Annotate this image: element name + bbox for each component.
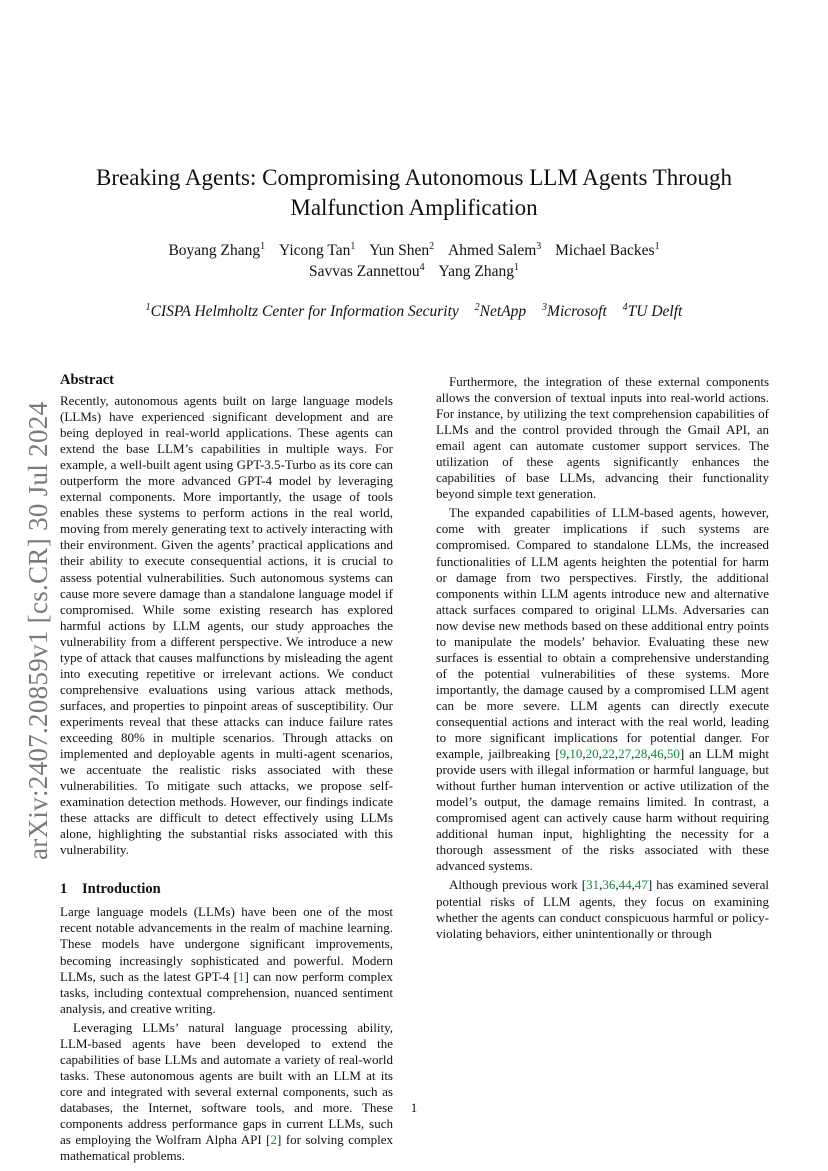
citation-link[interactable]: 2 bbox=[270, 1132, 277, 1148]
author-list bbox=[60, 240, 768, 282]
author: Ahmed Salem$^3$ bbox=[448, 241, 542, 259]
citation-link[interactable]: 28 bbox=[634, 746, 648, 762]
intro-paragraph-3: Furthermore, the integration of these external components allows the conversion of textual inputs into real-world actions. For instance, by utilizing the text comprehension capabilities of LLMs and the control provided through the Gmail API, an email agent can automate customer support services. The utilization of these agents significantly enhances the capabilities of base LLMs, advancing their functionality beyond simple text generation. bbox=[436, 374, 769, 502]
citation-link[interactable]: 27 bbox=[618, 746, 632, 762]
section-heading-introduction: 1 Introduction bbox=[60, 881, 161, 898]
affiliation-list bbox=[60, 301, 768, 322]
author: Yicong Tan$^1$ bbox=[279, 241, 356, 259]
citation-link[interactable]: 31 bbox=[586, 877, 600, 893]
citation-link[interactable]: 47 bbox=[634, 877, 648, 893]
intro-paragraph-2: Leveraging LLMs’ natural language processing ability, LLM-based agents have been developed to extend the capabilities of base LLMs and automate a variety of real-world tasks. These autonomous agents are built with an LLM at its core and integrated with several external components, such as databases, the Internet, software tools, and more. These components address performance gaps in current LLMs, such as employing the Wolfram Alpha API [2] for solving complex mathematical problems. bbox=[60, 1019, 393, 1164]
abstract-heading: Abstract bbox=[60, 372, 114, 388]
intro-paragraph-4: The expanded capabilities of LLM-based agents, however, come with greater implications if such systems are compromised. Compared to standalone LLMs, the increased functionalities of LLM agents heighten the potential for harm or damage from two perspectives. Firstly, the additional components within LLM agents introduce new and alternative attack surfaces compared to original LLMs. Adversaries can now devise new methods based on these additional entry points to manipulate the models’ behavior. Evaluating these new surfaces is essential to obtain a comprehensive understanding of the potential vulnerabilities of these systems. More importantly, the damage caused by a compromised LLM agent can be more severe. LLM agents can directly execute consequential actions and interact with the real world, leading to more significant implications for potential danger. For example, jailbreaking [9,10,20,22,27,28,46,50] an LLM might provide users with illegal information or harmful language, but without further human intervention or active utilization of the model’s output, the damage remains limited. In contrast, a compromised agent can actively cause harm without requiring additional human input, highlighting the necessity for a thorough assessment of the risks associated with these advanced systems. bbox=[436, 505, 769, 874]
intro-paragraph-5: Although previous work [31,36,44,47] has examined several potential risks of LLM agents, they focus on examining whether the agents can conduct conspicuous harmful or policy-violating behaviors, either unintentionally or through bbox=[436, 877, 769, 941]
author: Savvas Zannettou$^4$ bbox=[308, 262, 425, 280]
arxiv-identifier: arXiv:2407.20859v1 [cs.CR] 30 Jul 2024 bbox=[23, 401, 53, 860]
paper-title: Breaking Agents: Compromising Autonomous LLM Agents Through Malfunction Amplification bbox=[96, 165, 732, 221]
citation-link[interactable]: 1 bbox=[237, 968, 245, 984]
author: Boyang Zhang$^1$ bbox=[168, 241, 266, 259]
intro-paragraph-1: Large language models (LLMs) have been one of the most recent notable advancements in the realm of machine learning. These models have undergone significant improvements, becoming increasingly sophisticated and powerful. Modern LLMs, such as the latest GPT-4 [1] can now perform complex tasks, including contextual comprehension, nuanced sentiment analysis, and creative writing. bbox=[60, 904, 394, 1016]
affiliation: $^3$Microsoft bbox=[542, 302, 607, 320]
citation-link[interactable]: 9 bbox=[559, 746, 567, 762]
citation-link[interactable]: 22 bbox=[601, 746, 615, 762]
author: Michael Backes$^1$ bbox=[555, 241, 660, 259]
left-column bbox=[60, 371, 393, 1164]
page-number: 1 bbox=[410, 1100, 418, 1115]
citation-link[interactable]: 50 bbox=[666, 746, 680, 762]
author: Yun Shen$^2$ bbox=[369, 241, 435, 259]
citation-link[interactable]: 36 bbox=[602, 877, 616, 893]
citation-link[interactable]: 20 bbox=[585, 746, 599, 762]
citation-link[interactable]: 44 bbox=[618, 877, 632, 893]
citation-link[interactable]: 46 bbox=[650, 746, 664, 762]
citation-link[interactable]: 10 bbox=[569, 746, 583, 762]
affiliation: $^4$TU Delft bbox=[622, 302, 683, 320]
affiliation: $^1$CISPA Helmholtz Center for Information Security bbox=[145, 302, 459, 320]
affiliation: $^2$NetApp bbox=[474, 302, 527, 320]
abstract-text: Recently, autonomous agents built on large language models (LLMs) have experienced significant development and are being deployed in real-world applications. These agents can extend the base LLM’s capabilities in multiple ways. For example, a well-built agent using GPT-3.5-Turbo as its core can outperform the more advanced GPT-4 model by leveraging external components. More importantly, the usage of tools enables these systems to perform actions in the real world, moving from merely generating text to actively interacting with their environment. Given the agents’ practical applications and their ability to execute consequential actions, it is crucial to assess potential vulnerabilities. Such autonomous systems can cause more severe damage than a standalone language model if compromised. While some existing research has explored harmful actions by LLM agents, our study approaches the vulnerability from a different perspective. We introduce a new type of attack that causes malfunctions by misleading the agent into executing repetitive or irrelevant actions. We conduct comprehensive evaluations using various attack methods, surfaces, and properties to pinpoint areas of susceptibility. Our experiments reveal that these attacks can induce failure rates exceeding 80% in multiple scenarios. Through attacks on implemented and deployable agents in multi-agent scenarios, we accentuate the realistic risks associated with these vulnerabilities. To mitigate such attacks, we propose self-examination detection methods. However, our findings indicate these attacks are difficult to detect effectively using LLMs alone, highlighting the substantial risks associated with this vulnerability. bbox=[60, 393, 393, 858]
author: Yang Zhang$^1$ bbox=[438, 262, 519, 280]
right-column bbox=[436, 374, 769, 942]
